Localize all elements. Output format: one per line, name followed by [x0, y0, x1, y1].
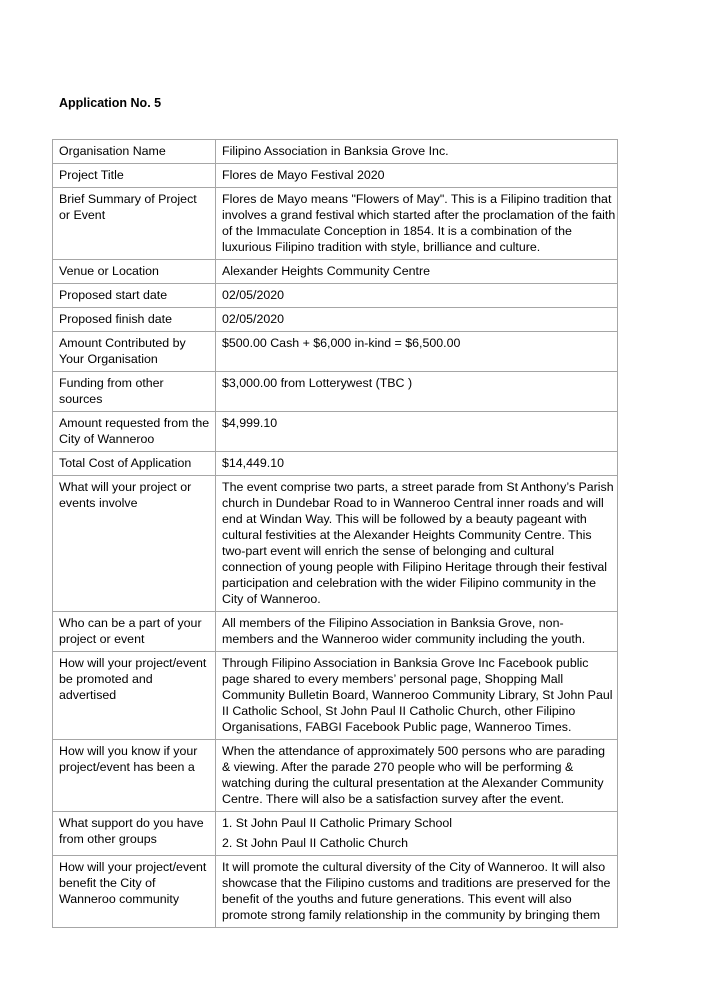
- table-value-cell: [216, 612, 618, 652]
- table-label-line: How will your project/event: [59, 860, 207, 874]
- table-row: [53, 260, 618, 284]
- table-value-line: participation and celebration with the wider Filipino community in the: [222, 576, 596, 590]
- table-label-cell: [53, 260, 216, 284]
- table-value-line: The event comprise two parts, a street parade from St Anthony’s Parish: [222, 480, 614, 494]
- application-table: [52, 139, 618, 928]
- table-label-line: Your Organisation: [59, 352, 158, 366]
- table-value-line: Through Filipino Association in Banksia Grove Inc Facebook public: [222, 656, 589, 670]
- table-row: [53, 164, 618, 188]
- table-label-cell: [53, 372, 216, 412]
- table-value-line: Organisations, FABGI Facebook Public page, Wanneroo Times.: [222, 720, 572, 734]
- table-value-line: benefit of the youths and future generations. This event will also: [222, 892, 572, 906]
- table-label-line: Who can be a part of your: [59, 616, 202, 630]
- table-label-cell: [53, 412, 216, 452]
- table-value-cell: [216, 740, 618, 812]
- table-value-cell: [216, 856, 618, 928]
- table-value-line: page shared to every members’ personal page, Shopping Mall: [222, 672, 564, 686]
- table-value-line: of the Immaculate Conception in 1854. It is a combination of the: [222, 224, 572, 238]
- table-label-line: sources: [59, 392, 103, 406]
- table-label-line: Venue or Location: [59, 264, 159, 278]
- table-label-line: How will your project/event: [59, 656, 207, 670]
- table-value-line: Flores de Mayo Festival 2020: [222, 168, 385, 182]
- table-label-line: Proposed start date: [59, 288, 168, 302]
- table-value-cell: [216, 476, 618, 612]
- table-label-line: from other groups: [59, 832, 157, 846]
- table-label-line: project/event has been a: [59, 760, 195, 774]
- table-label-line: events involve: [59, 496, 138, 510]
- table-value-cell: [216, 140, 618, 164]
- table-row: [53, 188, 618, 260]
- table-label-line: project or event: [59, 632, 145, 646]
- table-value-line: City of Wanneroo.: [222, 592, 321, 606]
- table-label-line: Project Title: [59, 168, 124, 182]
- table-label-line: Funding from other: [59, 376, 164, 390]
- table-row-benefit: [53, 856, 618, 928]
- table-value-line: $14,449.10: [222, 456, 285, 470]
- table-value-line: watching during the cultural presentation at the Alexander Community: [222, 776, 604, 790]
- table-value-line: Filipino Association in Banksia Grove Inc.: [222, 144, 449, 158]
- table-value-cell: [216, 260, 618, 284]
- table-value-line: Community Bulletin Board, Wanneroo Community Library, St John Paul: [222, 688, 613, 702]
- table-row: [53, 140, 618, 164]
- table-label-line: How will you know if your: [59, 744, 198, 758]
- table-value-line: Alexander Heights Community Centre: [222, 264, 430, 278]
- table-value-line: When the attendance of approximately 500 persons who are parading: [222, 744, 605, 758]
- table-label-cell: [53, 476, 216, 612]
- table-label-line: Organisation Name: [59, 144, 166, 158]
- table-value-line: showcase that the Filipino customs and traditions are preserved for the: [222, 876, 611, 890]
- table-label-line: Proposed finish date: [59, 312, 172, 326]
- table-label-cell: [53, 164, 216, 188]
- table-label-line: Amount requested from the: [59, 416, 210, 430]
- support-list-item: 1. St John Paul II Catholic Primary School: [222, 816, 453, 830]
- table-value-line: $4,999.10: [222, 416, 278, 430]
- table-value-line: involves a grand festival which started after the proclamation of the faith: [222, 208, 616, 222]
- table-label-cell: [53, 740, 216, 812]
- table-label-cell: [53, 452, 216, 476]
- table-value-line: promote strong family relationship in the community by bringing them: [222, 908, 601, 922]
- table-label-line: Brief Summary of Project: [59, 192, 197, 206]
- table-row: [53, 612, 618, 652]
- table-value-cell: [216, 412, 618, 452]
- table-row: [53, 284, 618, 308]
- application-table-body: [53, 140, 618, 928]
- table-label-line: Total Cost of Application: [59, 456, 192, 470]
- table-value-line: end at Windan Way. This will be followed by a beauty pageant with: [222, 512, 587, 526]
- table-label-cell: [53, 856, 216, 928]
- table-label-cell: [53, 308, 216, 332]
- table-row: [53, 476, 618, 612]
- table-value-line: $3,000.00 from Lotterywest (TBC ): [222, 376, 413, 390]
- table-label-cell: [53, 140, 216, 164]
- table-label-cell: [53, 812, 216, 856]
- table-row: [53, 452, 618, 476]
- table-value-cell: [216, 188, 618, 260]
- table-value-line: connection of young people with Filipino Heritage through their festival: [222, 560, 608, 574]
- table-label-cell: [53, 284, 216, 308]
- table-label-cell: [53, 188, 216, 260]
- table-label-line: advertised: [59, 688, 117, 702]
- table-value-line: luxurious Filipino tradition with style, brilliance and culture.: [222, 240, 541, 254]
- table-value-line: & viewing. After the parade 270 people who will be performing &: [222, 760, 574, 774]
- table-label-line: What support do you have: [59, 816, 204, 830]
- table-value-cell: [216, 308, 618, 332]
- table-value-cell: [216, 812, 618, 856]
- table-value-cell: [216, 372, 618, 412]
- table-label-cell: [53, 332, 216, 372]
- table-label-line: or Event: [59, 208, 106, 222]
- table-value-line: 02/05/2020: [222, 288, 285, 302]
- table-label-cell: [53, 612, 216, 652]
- table-label-line: be promoted and: [59, 672, 153, 686]
- table-value-cell: [216, 652, 618, 740]
- table-value-line: members and the Wanneroo wider community including the youth.: [222, 632, 586, 646]
- table-label-line: Amount Contributed by: [59, 336, 186, 350]
- table-label-cell: [53, 652, 216, 740]
- table-label-line: City of Wanneroo: [59, 432, 155, 446]
- table-row: [53, 652, 618, 740]
- table-row-support: [53, 812, 618, 856]
- table-value-line: $500.00 Cash + $6,000 in-kind = $6,500.00: [222, 336, 461, 350]
- table-row: [53, 372, 618, 412]
- table-value-cell: [216, 452, 618, 476]
- table-value-line: Flores de Mayo means "Flowers of May". This is a Filipino tradition that: [222, 192, 612, 206]
- support-list-item: 2. St John Paul II Catholic Church: [222, 836, 408, 850]
- table-value-cell: [216, 332, 618, 372]
- table-label-line: benefit the City of: [59, 876, 156, 890]
- table-value-line: two-part event will enrich the sense of belonging and cultural: [222, 544, 554, 558]
- table-value-line: All members of the Filipino Association in Banksia Grove, non-: [222, 616, 564, 630]
- table-row: [53, 740, 618, 812]
- table-value-line: 02/05/2020: [222, 312, 285, 326]
- table-label-line: Wanneroo community: [59, 892, 180, 906]
- table-value-line: II Catholic School, St John Paul II Catholic Church, other Filipino: [222, 704, 576, 718]
- table-label-line: What will your project or: [59, 480, 192, 494]
- table-value-line: cultural festivities at the Alexander Heights Community Centre. This: [222, 528, 592, 542]
- table-value-cell: [216, 164, 618, 188]
- page-title: Application No. 5: [59, 96, 162, 110]
- table-row: [53, 412, 618, 452]
- table-value-line: Centre. There will also be a satisfaction survey after the event.: [222, 792, 565, 806]
- table-value-line: It will promote the cultural diversity of the City of Wanneroo. It will also: [222, 860, 606, 874]
- table-row: [53, 332, 618, 372]
- table-value-cell: [216, 284, 618, 308]
- table-row: [53, 308, 618, 332]
- table-value-line: church in Dundebar Road to in Wanneroo Central inner roads and will: [222, 496, 604, 510]
